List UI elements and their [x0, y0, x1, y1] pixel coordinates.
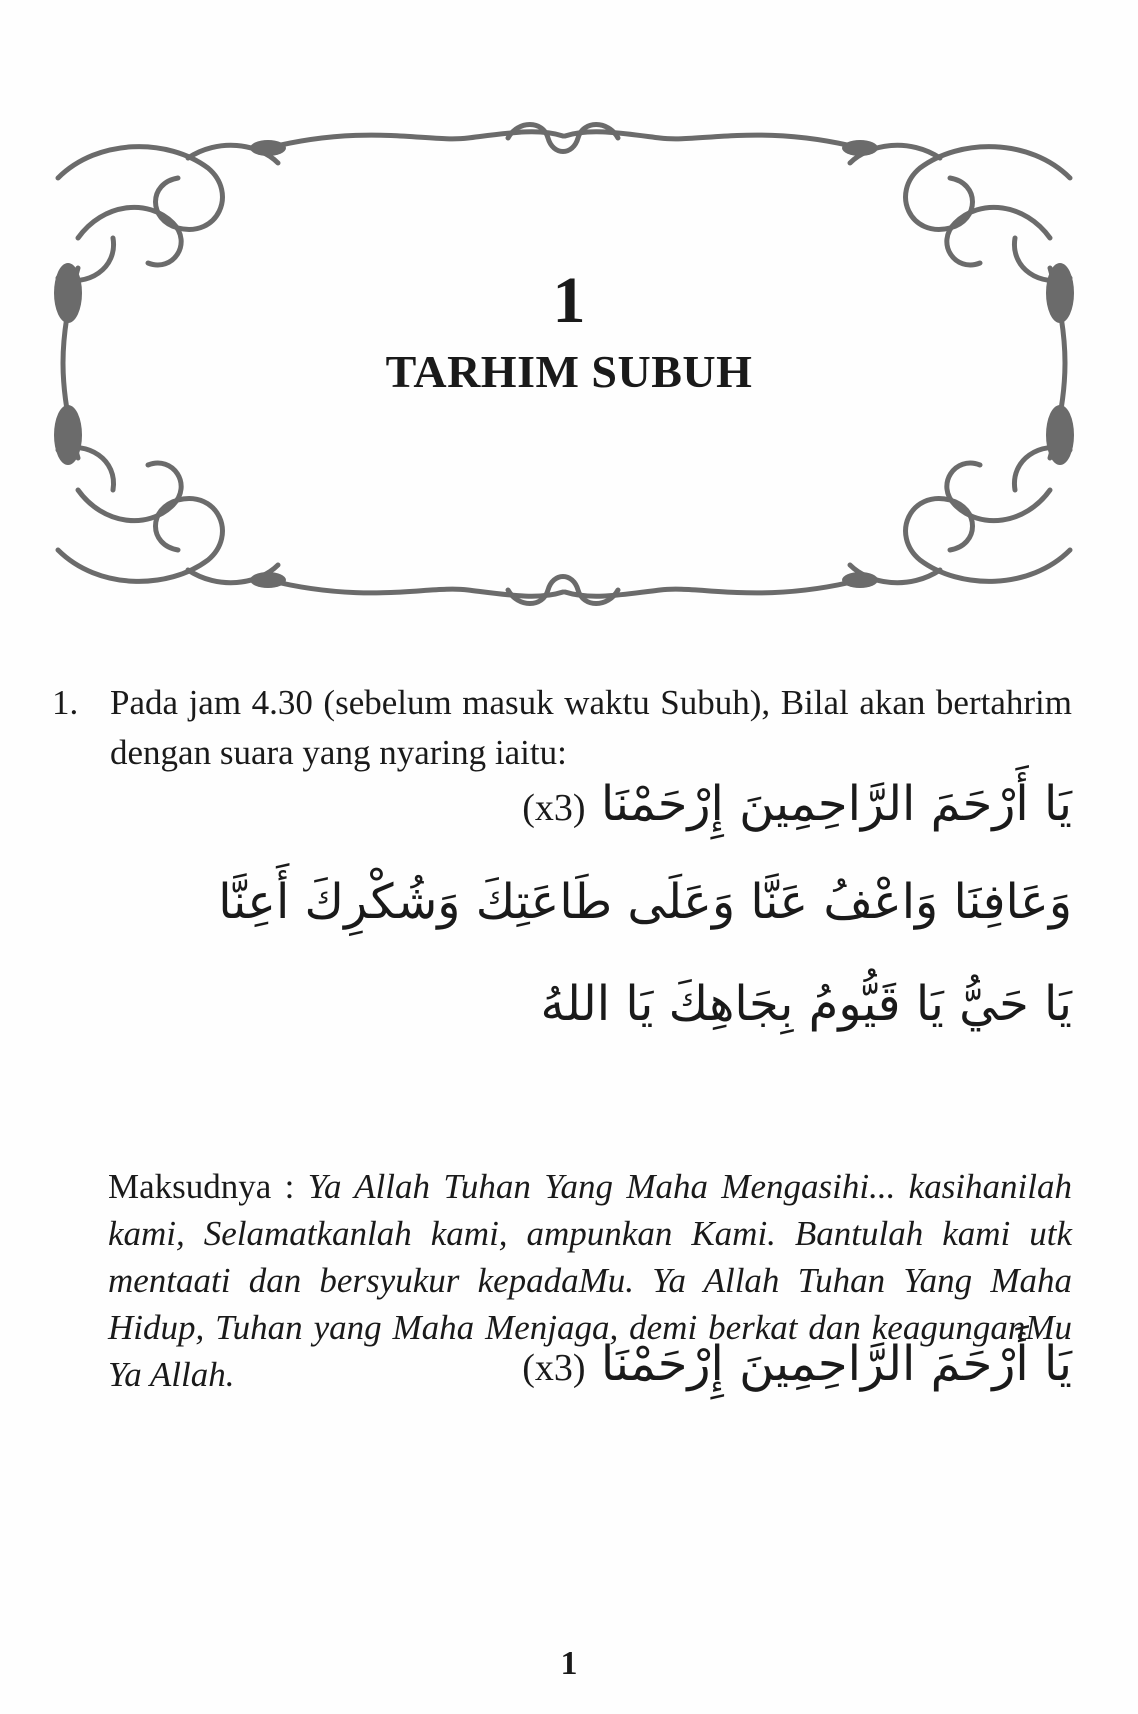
- arabic-line-1: [522, 776, 1072, 832]
- arabic-line-3: [540, 976, 1072, 1032]
- arabic-text: يَا حَيُّ يَا قَيُّومُ بِجَاهِكَ يَا اللهُ: [540, 976, 1072, 1032]
- arabic-text: وَعَافِنَا وَاعْفُ عَنَّا وَعَلَى طَاعَتِكَ وَشُكْرِكَ أَعِنَّا: [218, 874, 1072, 930]
- meaning-text: Ya Allah Tuhan Yang Maha Mengasihi... kasihanilah kami, Selamatkanlah kami, ampunkan Kami. Bantulah kami utk mentaati dan bersyukur kepadaMu. Ya Allah Tuhan Yang Maha Hidup, Tuhan yang Maha Menjaga, demi berkat dan keagunganMu Ya Allah.: [108, 1167, 1072, 1394]
- arabic-line-2: [218, 874, 1072, 930]
- repeat-marker: (x3): [522, 787, 586, 829]
- arabic-text: يَا أَرْحَمَ الرَّاحِمِينَ إِرْحَمْنَا: [600, 1336, 1072, 1392]
- page-number: 1: [560, 1645, 578, 1682]
- chapter-title: TARHIM SUBUH: [385, 346, 753, 397]
- arabic-line-4: [522, 1336, 1072, 1392]
- list-item-text: Pada jam 4.30 (sebelum masuk waktu Subuh), Bilal akan bertahrim dengan suara yang nyaring iaitu:: [110, 683, 1072, 772]
- list-item-number: 1.: [52, 683, 79, 722]
- chapter-number: 1: [552, 264, 586, 337]
- repeat-marker: (x3): [522, 1347, 586, 1389]
- meaning-label: Maksudnya :: [108, 1167, 308, 1206]
- arabic-text: يَا أَرْحَمَ الرَّاحِمِينَ إِرْحَمْنَا: [600, 776, 1072, 832]
